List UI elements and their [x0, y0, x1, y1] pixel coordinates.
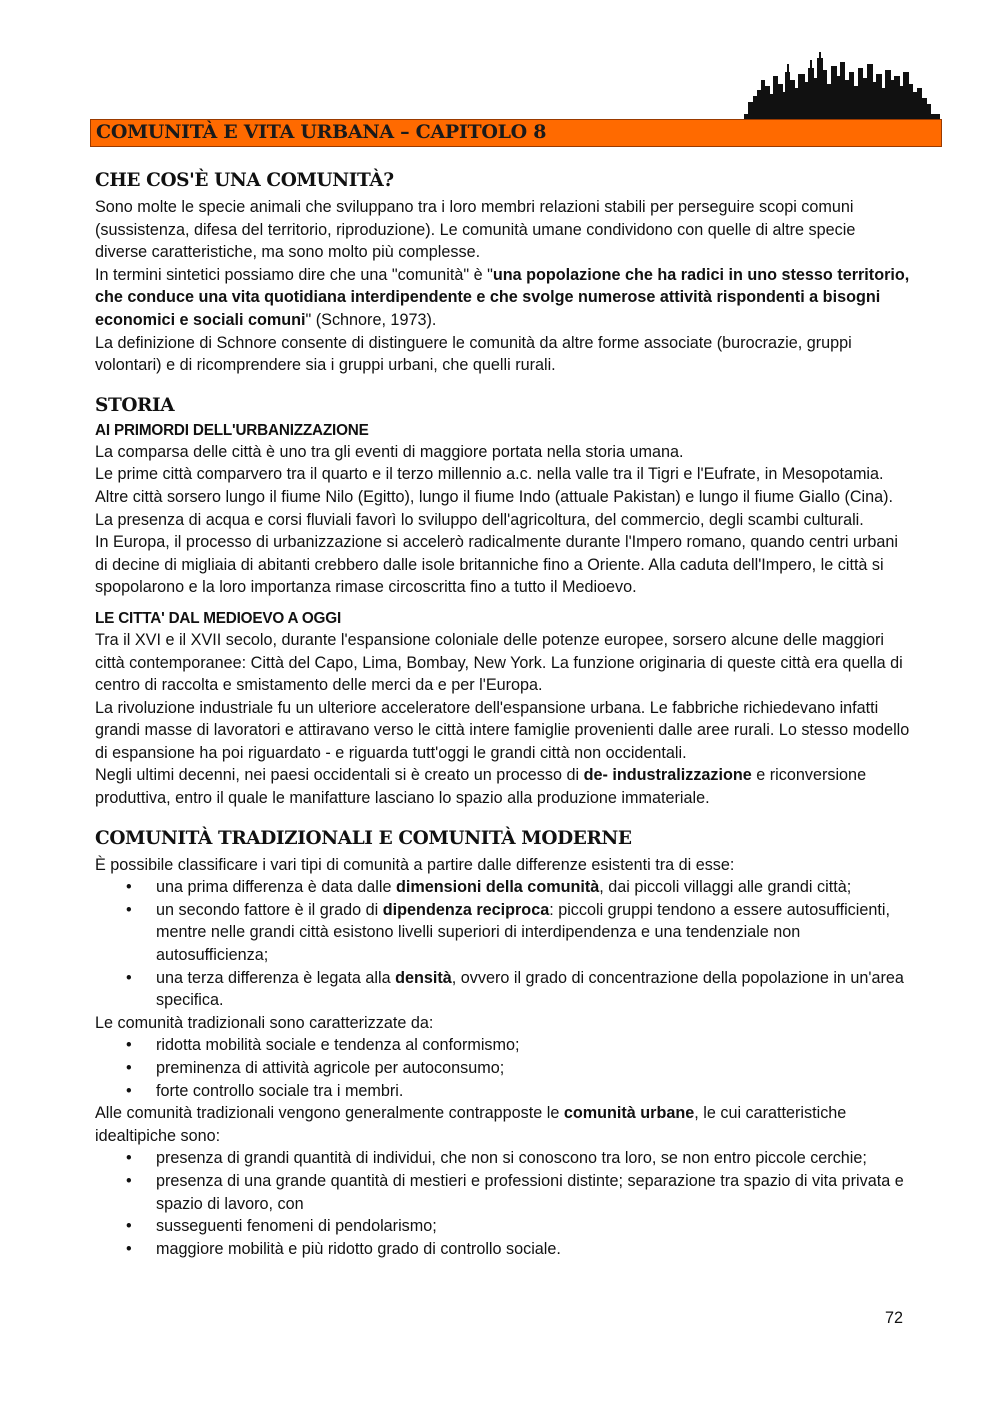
- chapter-title-bar: [90, 119, 942, 147]
- bullet-icon: •: [126, 878, 132, 897]
- city-skyline-icon: [744, 50, 940, 120]
- bullet-icon: •: [126, 1059, 132, 1077]
- section-heading-traditional-modern: COMUNITÀ TRADIZIONALI E COMUNITÀ MODERNE: [95, 827, 632, 849]
- paragraph: Negli ultimi decenni, nei paesi occidentali si è creato un processo di de- industralizzazione e riconversione produttiva, entro il quale le manifatture lasciano lo spazio alla produzione immateriale.: [95, 766, 867, 808]
- subsection-heading-origins: AI PRIMORDI DELL'URBANIZZAZIONE: [95, 421, 369, 439]
- traditional-features-list: [95, 1034, 910, 1102]
- bullet-icon: •: [126, 1217, 132, 1236]
- list-item: • presenza di grandi quantità di individui, che non si conoscono tra loro, se non entro piccole cerchie;: [156, 1147, 910, 1170]
- list-item: • una terza differenza è legata alla densità, ovvero il grado di concentrazione della popolazione in un'area specifica.: [126, 968, 904, 1010]
- bullet-icon: •: [126, 1171, 132, 1190]
- paragraph: Le comunità tradizionali sono caratterizzate da:: [95, 1013, 434, 1032]
- list-item: • susseguenti fenomeni di pendolarismo;: [156, 1215, 910, 1238]
- bullet-icon: •: [126, 1239, 132, 1258]
- page-number: 72: [885, 1309, 904, 1327]
- list-item: • una prima differenza è data dalle dimensioni della comunità, dai piccoli villaggi alle grandi città;: [156, 876, 910, 899]
- differences-list: [95, 876, 910, 1012]
- bullet-icon: •: [126, 1036, 132, 1055]
- chapter-title: COMUNITÀ E VITA URBANA – CAPITOLO 8: [96, 121, 547, 143]
- section-heading-history: STORIA: [95, 394, 175, 416]
- list-item: • preminenza di attività agricole per autoconsumo;: [156, 1057, 910, 1080]
- page-content: [95, 166, 910, 1260]
- bullet-icon: •: [126, 968, 132, 987]
- list-item: • forte controllo sociale tra i membri.: [156, 1080, 910, 1103]
- paragraph: La comparsa delle città è uno tra gli eventi di maggiore portata nella storia umana.: [95, 442, 684, 461]
- paragraph: Tra il XVI e il XVII secolo, durante l'espansione coloniale delle potenze europee, sorsero alcune delle maggiori città contemporanee: Città del Capo, Lima, Bombay, New York. La funzione originaria di queste città era quella di centro di raccolta e smistamento delle merci da e per l'Europa.: [95, 630, 903, 695]
- subsection-heading-medieval-today: LE CITTA' DAL MEDIOEVO A OGGI: [95, 609, 341, 627]
- bullet-icon: •: [126, 1149, 132, 1168]
- paragraph: Le prime città comparvero tra il quarto e il terzo millennio a.c. nella valle tra il Tigri e l'Eufrate, in Mesopotamia. Altre città sorsero lungo il fiume Nilo (Egitto), lungo il fiume Indo (attuale Pakistan) e lungo il fiume Giallo (Cina). La presenza di acqua e corsi fluviali favorì lo sviluppo dell'agricoltura, del commercio, degli scambi culturali.: [95, 465, 894, 529]
- paragraph: La definizione di Schnore consente di distinguere le comunità da altre forme associate (burocrazie, gruppi volontari) e di ricomprendere sia i gruppi urbani, che quelli rurali.: [95, 333, 852, 375]
- section-heading-what-is-community: CHE COS'È UNA COMUNITÀ?: [95, 170, 394, 191]
- list-item: • un secondo fattore è il grado di dipendenza reciproca: piccoli gruppi tendono a essere autosufficienti, mentre nelle grandi città esistono livelli superiori di interdipendenza e una tendenziale non autosufficienza;: [126, 900, 890, 965]
- urban-features-list: [95, 1147, 910, 1260]
- list-item: • maggiore mobilità e più ridotto grado di controllo sociale.: [156, 1238, 910, 1261]
- paragraph: La rivoluzione industriale fu un ulteriore acceleratore dell'espansione urbana. Le fabbriche richiedevano infatti grandi masse di lavoratori e attiravano verso le città intere famiglie provenienti dalle aree rurali. Lo stesso modello di espansione ha poi riguardato - e riguarda tutt'oggi le grandi città non occidentali.: [95, 698, 910, 762]
- bullet-icon: •: [126, 1081, 132, 1100]
- bullet-icon: •: [126, 900, 132, 919]
- paragraph: In Europa, il processo di urbanizzazione si accelerò radicalmente durante l'Impero romano, quando centri urbani di decine di migliaia di abitanti crebbero dalle isole britanniche fino a Oriente. Alla caduta dell'Impero, le città si spopolarono e la loro importanza rimase circoscritta fino a tutto il Medioevo.: [95, 533, 899, 597]
- paragraph: Alle comunità tradizionali vengono generalmente contrapposte le comunità urbane, le cui caratteristiche idealtipiche sono:: [95, 1104, 847, 1145]
- paragraph: È possibile classificare i vari tipi di comunità a partire dalle differenze esistenti tra di esse:: [95, 855, 735, 874]
- list-item: • ridotta mobilità sociale e tendenza al conformismo;: [156, 1034, 910, 1057]
- paragraph-definition: In termini sintetici possiamo dire che una "comunità" è "una popolazione che ha radici in uno stesso territorio, che conduce una vita quotidiana interdipendente e che svolge numerose attività rispondenti a bisogni economici e sociali comuni" (Schnore, 1973).: [95, 265, 910, 329]
- list-item: • presenza di una grande quantità di mestieri e professioni distinte; separazione tra spazio di vita privata e spazio di lavoro, con: [126, 1171, 904, 1213]
- paragraph: Sono molte le specie animali che sviluppano tra i loro membri relazioni stabili per perseguire scopi comuni (sussistenza, difesa del territorio, riproduzione). Le comunità umane condividono con quelle di altre specie diverse caratteristiche, ma sono molto più complesse.: [95, 198, 856, 262]
